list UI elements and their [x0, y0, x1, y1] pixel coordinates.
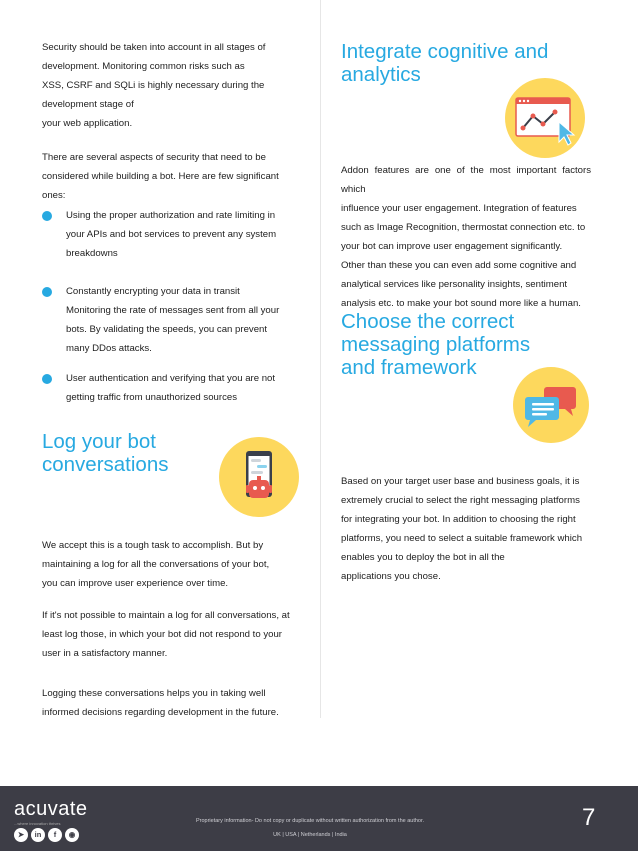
- analytics-browser-icon: [505, 78, 585, 158]
- bullet-dot: [42, 211, 52, 221]
- logo-tagline: ...where innovation thrives: [14, 821, 61, 826]
- acuvate-logo: acuvate: [14, 798, 88, 820]
- office-locations: UK | USA | Netherlands | India: [273, 832, 347, 838]
- platforms-paragraph: Based on your target user base and business goals, it is extremely crucial to select the right messaging platforms for integrating your bot. In addition to choosing the right platforms, you need to select a suitable framework which enables you to deploy the bot in all the applications you chose.: [341, 476, 583, 582]
- log-heading: Log your bot conversations: [42, 430, 169, 476]
- bullet-item: User authentication and verifying that you are not getting traffic from unauthorized sources: [66, 373, 276, 403]
- bullet-dot: [42, 287, 52, 297]
- chat-bubbles-icon: [513, 367, 589, 443]
- legal-notice: Proprietary information- Do not copy or duplicate without written authorization from the author.: [195, 818, 425, 824]
- platforms-heading: Choose the correct messaging platforms and framework: [341, 310, 531, 379]
- footer: [0, 786, 638, 851]
- log-paragraph-2: If it's not possible to maintain a log for all conversations, at least log those, in which your bot did not respond to your user in a satisfactory manner.: [42, 610, 290, 659]
- twitter-icon[interactable]: ➤: [14, 828, 28, 842]
- linkedin-icon[interactable]: in: [31, 828, 45, 842]
- log-paragraph-1: We accept this is a tough task to accomplish. But by maintaining a log for all the conversations of your bot, you can improve user experience over time.: [42, 540, 270, 589]
- cognitive-heading: Integrate cognitive and analytics: [341, 40, 549, 86]
- instagram-icon[interactable]: ◉: [65, 828, 79, 842]
- column-divider: [320, 0, 321, 718]
- bullet-item: Constantly encrypting your data in transit Monitoring the rate of messages sent from all your bots. By validating the speeds, you can prevent many DDos attacks.: [66, 286, 280, 354]
- security-dev-paragraph: Security should be taken into account in all stages of development. Monitoring common risks such as XSS, CSRF and SQLi is highly necessary during the development stage of your web application.: [42, 42, 266, 129]
- phone-chatbot-icon: [219, 437, 299, 517]
- log-paragraph-3: Logging these conversations helps you in taking well informed decisions regarding development in the future.: [42, 688, 279, 718]
- aspects-intro-paragraph: There are several aspects of security that need to be considered while building a bot. Here are few significant ones:: [42, 152, 279, 201]
- facebook-icon[interactable]: f: [48, 828, 62, 842]
- cognitive-paragraph: Addon features are one of the most important factors which influence your user engagement. Integration of features such as Image Recognition, thermostat connection etc. to your bot can improve user engagement significantly. Other than these you can even add some cognitive and analytical services like personality insights, sentiment analysis etc. to make your bot sound more like a human.: [341, 165, 591, 309]
- bullet-dot: [42, 374, 52, 384]
- bullet-item: Using the proper authorization and rate limiting in your APIs and bot services to prevent any system breakdowns: [66, 210, 277, 259]
- page-number: 7: [582, 804, 596, 831]
